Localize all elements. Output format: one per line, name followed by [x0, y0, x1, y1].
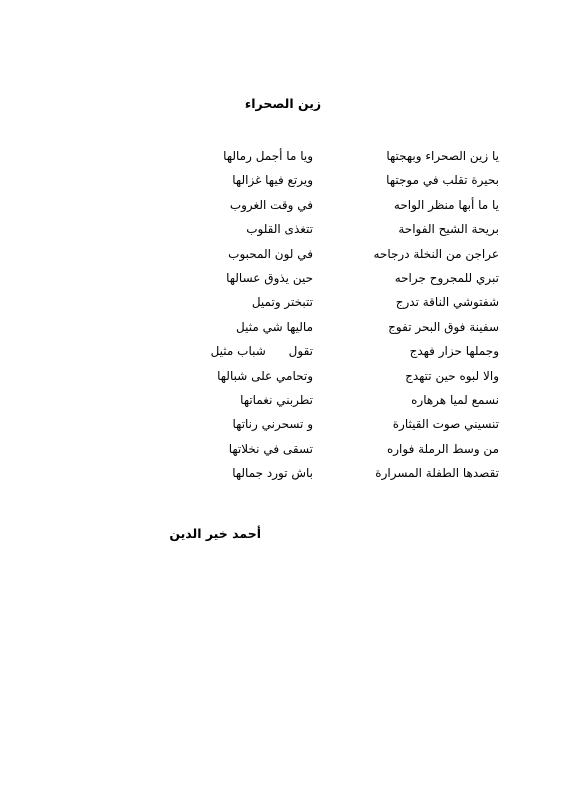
verse-line: [0, 220, 566, 244]
verse-line: [0, 171, 566, 195]
verse-first-hemistich: بحيرة تقلب في موجتها: [386, 173, 499, 188]
verse-second-hemistich: و تسحرني رناتها: [232, 417, 313, 432]
verse-first-hemistich: تبري للمجروح جراحه: [394, 270, 499, 285]
verse-first-hemistich: والا لبوه حين تتهدج: [405, 368, 499, 383]
verse-first-hemistich: شفتوشي الناقة تدرج: [395, 295, 499, 310]
verse-second-hemistich: تسقى في نخلاتها: [228, 441, 313, 456]
verse-first-hemistich: يا زين الصحراء وبهجتها: [386, 149, 499, 163]
verse-second-hemistich: تقول شباب مثيل: [210, 344, 313, 359]
verse-line: [0, 318, 566, 342]
verse-line: [0, 269, 566, 293]
verse-second-hemistich: في لون المحبوب: [228, 246, 313, 261]
verse-first-hemistich: يا ما أبها منظر الواحه: [393, 197, 499, 212]
verse-second-hemistich: ويرتع فيها غزالها: [232, 173, 313, 188]
verse-second-hemistich: في وقت الغروب: [229, 197, 313, 212]
verse-second-hemistich: باش تورد جمالها: [232, 466, 313, 481]
verse-line: [0, 196, 566, 220]
verse-second-hemistich: تطربني نغماتها: [240, 392, 313, 407]
verse-line: [0, 415, 566, 439]
verse-first-hemistich: تقصدها الطفلة المسرارة: [375, 466, 499, 481]
verse-first-hemistich: بريحة الشيح الفواحة: [398, 222, 499, 237]
poem-title: زين الصحراء: [244, 96, 322, 111]
verse-line: [0, 367, 566, 391]
verse-line: [0, 440, 566, 464]
verse-line: [0, 245, 566, 269]
verse-first-hemistich: سفينة فوق البحر تفوج: [388, 319, 499, 334]
verse-second-hemistich: ويا ما أجمل رمالها: [223, 149, 313, 163]
verse-line: [0, 293, 566, 317]
verse-second-hemistich: وتحامي على شبالها: [217, 368, 313, 383]
verse-first-hemistich: تنسيني صوت القيثارة: [392, 417, 499, 432]
verse-first-hemistich: من وسط الرملة فواره: [386, 441, 499, 456]
poem-author: أحمد خير الدين: [169, 526, 261, 541]
verse-second-hemistich: ماليها شي مثيل: [236, 319, 313, 334]
verse-line: [0, 391, 566, 415]
poem-verses: [0, 147, 566, 488]
verse-line: [0, 342, 566, 366]
verse-second-hemistich: تتبختر وتميل: [251, 295, 313, 310]
verse-second-hemistich: حين يذوق عسالها: [226, 270, 313, 285]
verse-line: [0, 147, 566, 171]
verse-second-hemistich: تتغذى القلوب: [246, 222, 313, 237]
verse-first-hemistich: عراجن من النخلة درجاحه: [373, 246, 499, 261]
verse-line: [0, 464, 566, 488]
verse-first-hemistich: نسمع لميا هرهاره: [411, 392, 499, 407]
verse-first-hemistich: وجملها حزار فهدج: [409, 344, 499, 359]
